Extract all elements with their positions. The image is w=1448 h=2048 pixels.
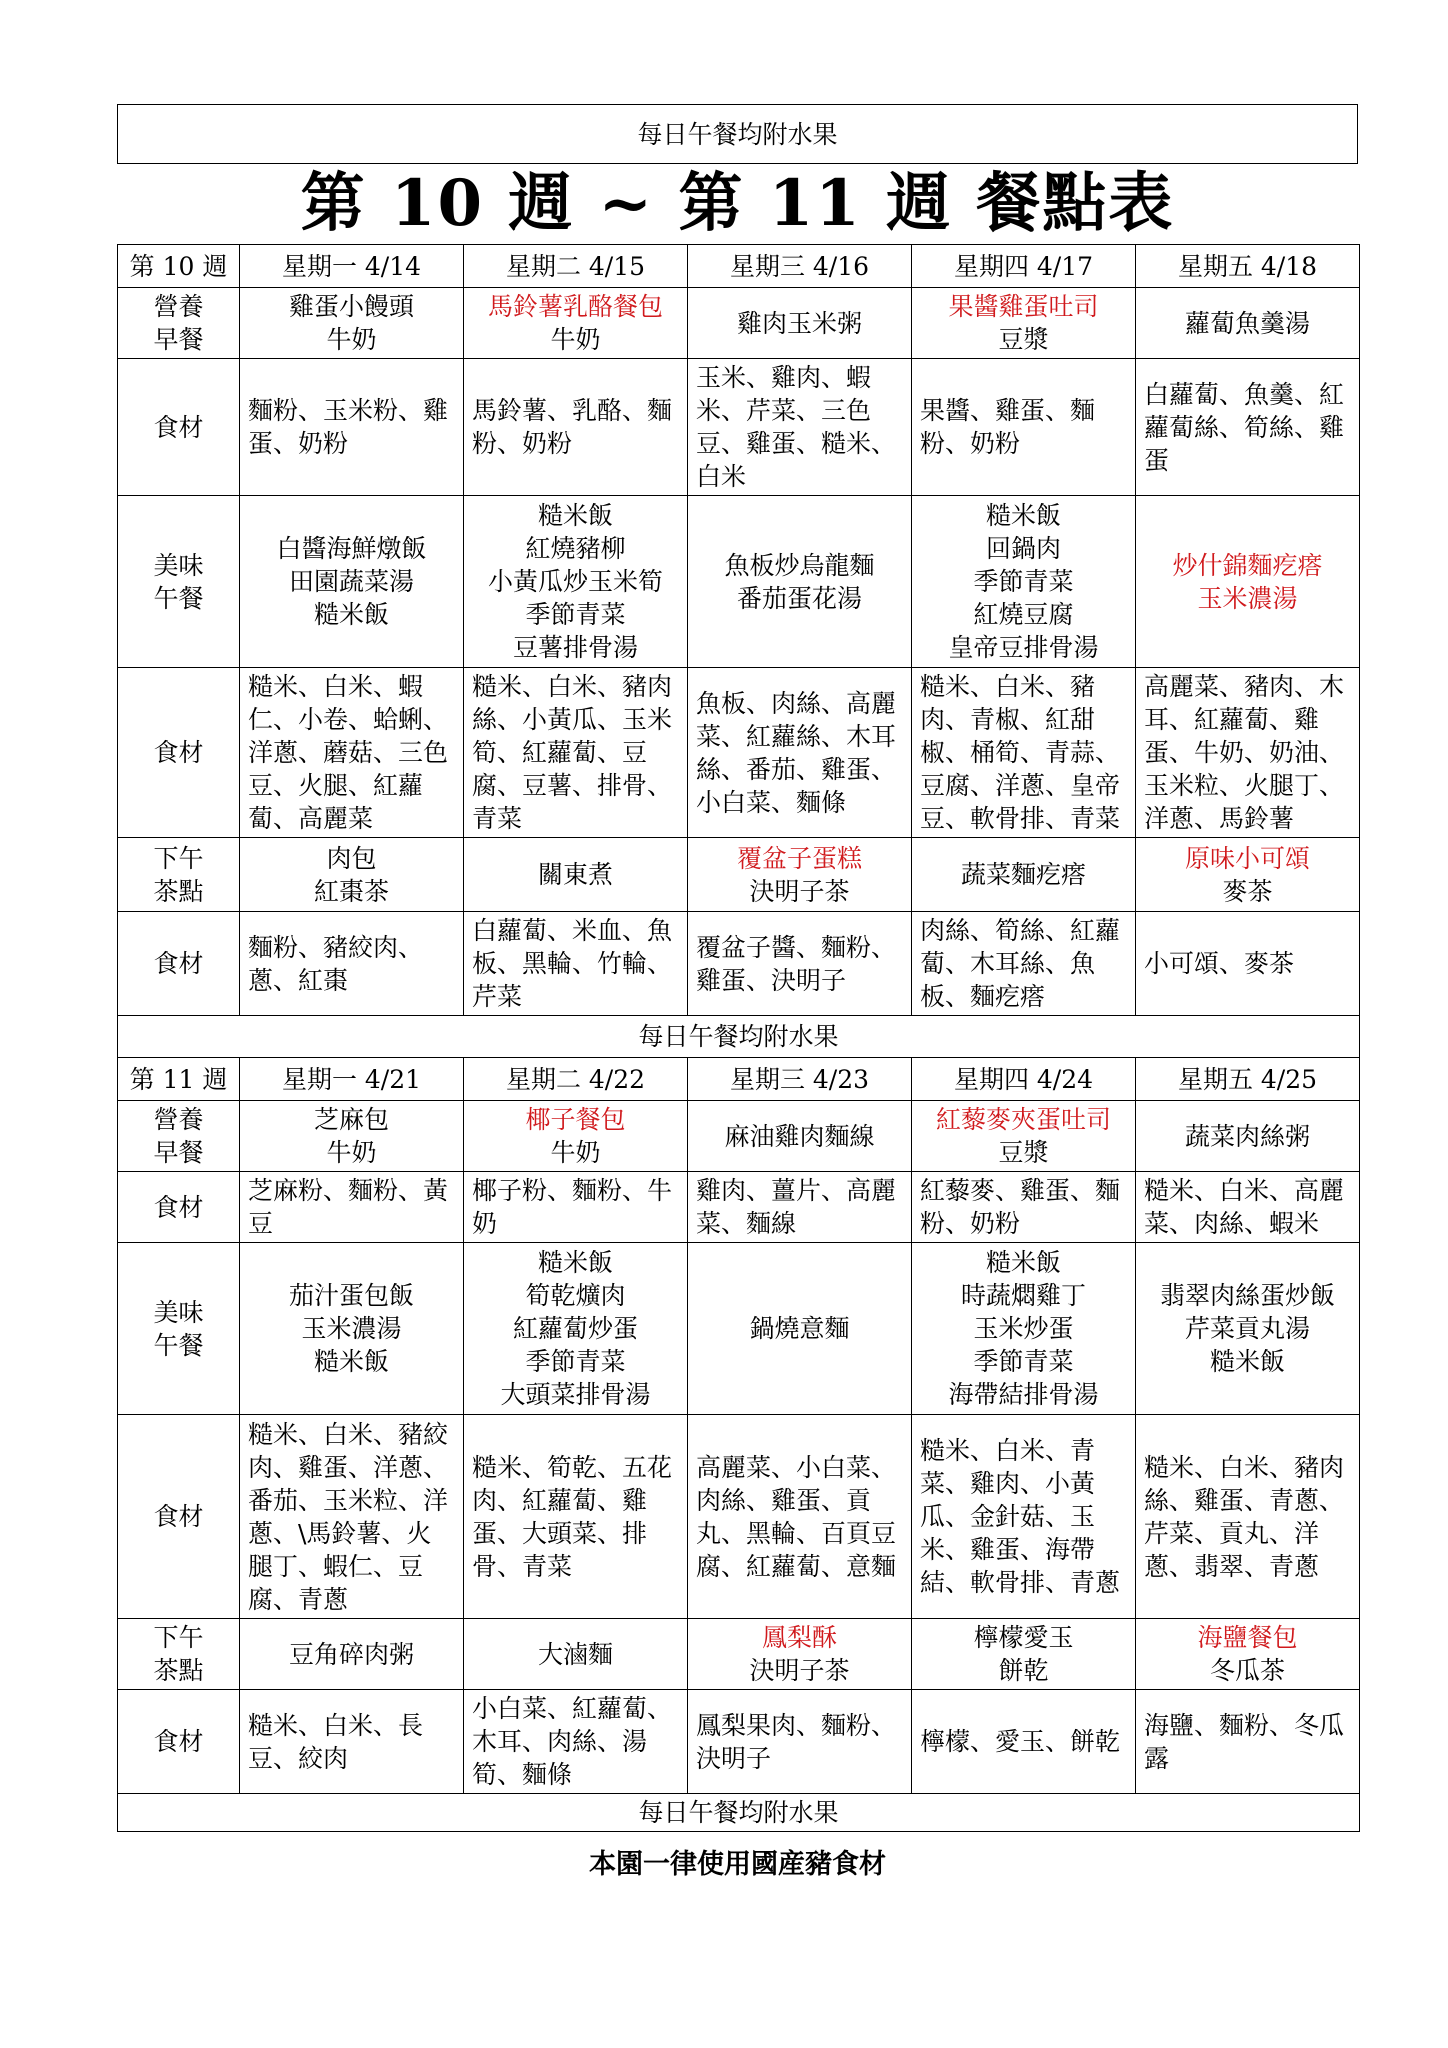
day-header: 星期二 4/22 — [464, 1058, 688, 1101]
dish-cell — [912, 1101, 1136, 1172]
dish-cell — [464, 496, 688, 668]
lunch-ingredients-row-label: 食材 — [118, 1415, 240, 1619]
dish-name: 糙米飯 — [537, 1248, 613, 1277]
dish-name: 決明子茶 — [749, 876, 850, 906]
dish-name: 餅乾 — [998, 1656, 1049, 1685]
snack-row — [118, 1619, 1360, 1690]
dish-name: 覆盆子蛋糕 — [736, 843, 862, 873]
ingredient-cell: 椰子粉、麵粉、牛奶 — [464, 1172, 688, 1243]
dish-name: 豆角碎肉粥 — [288, 1639, 414, 1669]
dish-name: 蔬菜肉絲粥 — [1184, 1121, 1310, 1151]
dish-name: 紅蘿蔔炒蛋 — [512, 1314, 638, 1343]
ingredient-cell: 糙米、白米、長豆、絞肉 — [240, 1690, 464, 1794]
ingredient-cell: 糙米、白米、豬絞肉、雞蛋、洋蔥、番茄、玉米粒、洋蔥、\馬鈴薯、火腿丁、蝦仁、豆腐、青蔥 — [240, 1415, 464, 1619]
day-header: 星期三 4/23 — [688, 1058, 912, 1101]
ingredient-cell: 糙米、筍乾、五花肉、紅蘿蔔、雞蛋、大頭菜、排骨、青菜 — [464, 1415, 688, 1619]
dish-cell — [1136, 838, 1360, 912]
ingredient-cell: 芝麻粉、麵粉、黃豆 — [240, 1172, 464, 1243]
breakfast-row — [118, 288, 1360, 359]
dish-name: 豆薯排骨湯 — [512, 633, 638, 662]
dish-cell — [464, 838, 688, 912]
dish-name: 糙米飯 — [1209, 1347, 1285, 1376]
dish-name: 白醬海鮮燉飯 — [276, 534, 427, 563]
dish-name: 茄汁蛋包飯 — [288, 1281, 414, 1310]
lunch-ingredients-row — [118, 668, 1360, 838]
dish-cell — [688, 1619, 912, 1690]
dish-name: 芹菜貢丸湯 — [1184, 1314, 1310, 1343]
breakfast-row — [118, 1101, 1360, 1172]
dish-name: 筍乾爌肉 — [525, 1281, 626, 1310]
menu-page — [117, 104, 1358, 1881]
week-label: 第 10 週 — [118, 245, 240, 288]
lunch-row — [118, 496, 1360, 668]
ingredient-cell: 魚板、肉絲、高麗菜、紅蘿絲、木耳絲、番茄、雞蛋、小白菜、麵條 — [688, 668, 912, 838]
dish-cell — [912, 288, 1136, 359]
snack-ingredients-row-label: 食材 — [118, 1690, 240, 1794]
dish-name: 海帶結排骨湯 — [948, 1380, 1099, 1409]
dish-name: 馬鈴薯乳酪餐包 — [487, 292, 663, 321]
footer-note: 本園一律使用國産豬食材 — [589, 1849, 886, 1880]
dish-name: 冬瓜茶 — [1209, 1656, 1285, 1685]
day-header: 星期五 4/25 — [1136, 1058, 1360, 1101]
dish-name: 玉米濃湯 — [1197, 583, 1298, 613]
dish-cell — [240, 838, 464, 912]
dish-name: 牛奶 — [326, 325, 377, 354]
dish-name: 季節青菜 — [525, 600, 626, 629]
dish-name: 紅棗茶 — [313, 876, 389, 906]
snack-row-label: 下午 茶點 — [118, 1619, 240, 1690]
dish-name: 大頭菜排骨湯 — [500, 1380, 651, 1409]
dish-name: 椰子餐包 — [525, 1105, 626, 1134]
top-note: 每日午餐均附水果 — [117, 104, 1358, 164]
dish-name: 季節青菜 — [973, 567, 1074, 596]
lunch-ingredients-row-label: 食材 — [118, 668, 240, 838]
breakfast-row-label: 營養 早餐 — [118, 1101, 240, 1172]
dish-name: 牛奶 — [550, 1138, 601, 1167]
ingredient-cell: 高麗菜、小白菜、肉絲、雞蛋、貢丸、黑輪、百頁豆腐、紅蘿蔔、意麵 — [688, 1415, 912, 1619]
ingredient-cell: 肉絲、筍絲、紅蘿蔔、木耳絲、魚板、麵疙瘩 — [912, 912, 1136, 1016]
dish-name: 蘿蔔魚羹湯 — [1184, 308, 1310, 338]
dish-name: 麥茶 — [1222, 876, 1273, 906]
dish-name: 鍋燒意麵 — [749, 1314, 850, 1343]
dish-name: 紅燒豆腐 — [973, 600, 1074, 629]
fruit-note-row — [118, 1794, 1360, 1832]
ingredient-cell: 紅藜麥、雞蛋、麵粉、奶粉 — [912, 1172, 1136, 1243]
dish-name: 牛奶 — [550, 325, 601, 354]
dish-cell — [688, 1243, 912, 1415]
dish-name: 雞肉玉米粥 — [736, 308, 862, 338]
day-header: 星期四 4/17 — [912, 245, 1136, 288]
fruit-note: 每日午餐均附水果 — [118, 1016, 1360, 1058]
dish-name: 牛奶 — [326, 1138, 377, 1167]
dish-name: 果醬雞蛋吐司 — [948, 292, 1099, 321]
dish-name: 魚板炒烏龍麵 — [724, 550, 875, 580]
dish-name: 回鍋肉 — [985, 534, 1061, 563]
dish-cell — [240, 1101, 464, 1172]
dish-cell — [464, 1619, 688, 1690]
ingredient-cell: 小白菜、紅蘿蔔、木耳、肉絲、湯筍、麵條 — [464, 1690, 688, 1794]
dish-cell — [464, 1101, 688, 1172]
dish-name: 糙米飯 — [537, 501, 613, 530]
dish-cell — [240, 288, 464, 359]
dish-name: 大滷麵 — [537, 1639, 613, 1669]
snack-row-label: 下午 茶點 — [118, 838, 240, 912]
dish-cell — [912, 1619, 1136, 1690]
day-header: 星期五 4/18 — [1136, 245, 1360, 288]
dish-cell — [240, 496, 464, 668]
dish-cell — [688, 288, 912, 359]
dish-name: 番茄蛋花湯 — [736, 583, 862, 613]
dish-name: 時蔬燜雞丁 — [960, 1281, 1086, 1310]
dish-name: 原味小可頌 — [1184, 843, 1310, 873]
dish-name: 檸檬愛玉 — [973, 1623, 1074, 1652]
day-header: 星期四 4/24 — [912, 1058, 1136, 1101]
dish-name: 季節青菜 — [525, 1347, 626, 1376]
dish-name: 海鹽餐包 — [1197, 1623, 1298, 1652]
dish-name: 糙米飯 — [985, 501, 1061, 530]
ingredient-cell: 玉米、雞肉、蝦米、芹菜、三色豆、雞蛋、糙米、白米 — [688, 359, 912, 496]
dish-cell — [464, 1243, 688, 1415]
ingredient-cell: 鳳梨果肉、麵粉、決明子 — [688, 1690, 912, 1794]
dish-name: 肉包 — [326, 843, 377, 873]
ingredient-cell: 果醬、雞蛋、麵粉、奶粉 — [912, 359, 1136, 496]
dish-name: 決明子茶 — [749, 1656, 850, 1685]
ingredient-cell: 覆盆子醬、麵粉、雞蛋、決明子 — [688, 912, 912, 1016]
dish-cell — [464, 288, 688, 359]
week-header-row — [118, 1058, 1360, 1101]
snack-ingredients-row — [118, 1690, 1360, 1794]
dish-name: 紅燒豬柳 — [525, 534, 626, 563]
dish-cell — [688, 838, 912, 912]
ingredient-cell: 糙米、白米、青菜、雞肉、小黃瓜、金針菇、玉米、雞蛋、海帶結、軟骨排、青蔥 — [912, 1415, 1136, 1619]
dish-name: 糙米飯 — [313, 600, 389, 629]
ingredient-cell: 白蘿蔔、魚羹、紅蘿蔔絲、筍絲、雞蛋 — [1136, 359, 1360, 496]
day-header: 星期二 4/15 — [464, 245, 688, 288]
dish-name: 玉米炒蛋 — [973, 1314, 1074, 1343]
dish-cell — [912, 838, 1136, 912]
ingredient-cell: 馬鈴薯、乳酪、麵粉、奶粉 — [464, 359, 688, 496]
dish-name: 糙米飯 — [313, 1347, 389, 1376]
ingredient-cell: 海鹽、麵粉、冬瓜露 — [1136, 1690, 1360, 1794]
ingredient-cell: 麵粉、玉米粉、雞蛋、奶粉 — [240, 359, 464, 496]
dish-cell — [240, 1619, 464, 1690]
lunch-row — [118, 1243, 1360, 1415]
ingredient-cell: 雞肉、薑片、高麗菜、麵線 — [688, 1172, 912, 1243]
dish-name: 糙米飯 — [985, 1248, 1061, 1277]
dish-name: 豆漿 — [998, 1138, 1049, 1167]
dish-cell — [1136, 288, 1360, 359]
dish-name: 蔬菜麵疙瘩 — [960, 860, 1086, 889]
lunch-row-label: 美味 午餐 — [118, 1243, 240, 1415]
dish-name: 豆漿 — [998, 325, 1049, 354]
lunch-ingredients-row — [118, 1415, 1360, 1619]
dish-name: 紅藜麥夾蛋吐司 — [935, 1105, 1111, 1134]
ingredient-cell: 糙米、白米、豬肉、青椒、紅甜椒、桶筍、青蒜、豆腐、洋蔥、皇帝豆、軟骨排、青菜 — [912, 668, 1136, 838]
ingredient-cell: 糙米、白米、高麗菜、肉絲、蝦米 — [1136, 1172, 1360, 1243]
ingredient-cell: 糙米、白米、豬肉絲、雞蛋、青蔥、芹菜、貢丸、洋蔥、翡翠、青蔥 — [1136, 1415, 1360, 1619]
ingredient-cell: 糙米、白米、豬肉絲、小黃瓜、玉米筍、紅蘿蔔、豆腐、豆薯、排骨、青菜 — [464, 668, 688, 838]
ingredient-cell: 麵粉、豬絞肉、蔥、紅棗 — [240, 912, 464, 1016]
dish-name: 季節青菜 — [973, 1347, 1074, 1376]
dish-name: 鳳梨酥 — [761, 1623, 837, 1652]
lunch-row-label: 美味 午餐 — [118, 496, 240, 668]
dish-cell — [1136, 1101, 1360, 1172]
dish-name: 小黃瓜炒玉米筍 — [487, 567, 663, 596]
dish-cell — [688, 1101, 912, 1172]
page-title: 第 10 週 ~ 第 11 週 餐點表 — [300, 166, 1175, 241]
breakfast-ingredients-row — [118, 1172, 1360, 1243]
snack-ingredients-row — [118, 912, 1360, 1016]
ingredient-cell: 白蘿蔔、米血、魚板、黑輪、竹輪、芹菜 — [464, 912, 688, 1016]
dish-name: 玉米濃湯 — [301, 1314, 402, 1343]
dish-cell — [1136, 1243, 1360, 1415]
dish-name: 雞蛋小饅頭 — [288, 292, 414, 321]
breakfast-ingredients-row-label: 食材 — [118, 359, 240, 496]
menu-table — [117, 244, 1360, 1832]
week-label: 第 11 週 — [118, 1058, 240, 1101]
dish-name: 芝麻包 — [313, 1105, 389, 1134]
dish-name: 關東煮 — [537, 860, 613, 889]
day-header: 星期一 4/14 — [240, 245, 464, 288]
day-header: 星期一 4/21 — [240, 1058, 464, 1101]
dish-cell — [912, 1243, 1136, 1415]
dish-name: 翡翠肉絲蛋炒飯 — [1159, 1281, 1335, 1310]
dish-cell — [1136, 496, 1360, 668]
dish-cell — [688, 496, 912, 668]
ingredient-cell: 糙米、白米、蝦仁、小卷、蛤蜊、洋蔥、蘑菇、三色豆、火腿、紅蘿蔔、高麗菜 — [240, 668, 464, 838]
dish-cell — [1136, 1619, 1360, 1690]
dish-name: 炒什錦麵疙瘩 — [1172, 550, 1323, 580]
week-header-row — [118, 245, 1360, 288]
ingredient-cell: 檸檬、愛玉、餅乾 — [912, 1690, 1136, 1794]
dish-cell — [912, 496, 1136, 668]
fruit-note-row — [118, 1016, 1360, 1058]
snack-row — [118, 838, 1360, 912]
ingredient-cell: 高麗菜、豬肉、木耳、紅蘿蔔、雞蛋、牛奶、奶油、玉米粒、火腿丁、洋蔥、馬鈴薯 — [1136, 668, 1360, 838]
dish-name: 麻油雞肉麵線 — [724, 1121, 875, 1151]
breakfast-row-label: 營養 早餐 — [118, 288, 240, 359]
dish-name: 皇帝豆排骨湯 — [948, 633, 1099, 662]
snack-ingredients-row-label: 食材 — [118, 912, 240, 1016]
ingredient-cell: 小可頌、麥茶 — [1136, 912, 1360, 1016]
day-header: 星期三 4/16 — [688, 245, 912, 288]
fruit-note: 每日午餐均附水果 — [118, 1794, 1360, 1832]
breakfast-ingredients-row — [118, 359, 1360, 496]
breakfast-ingredients-row-label: 食材 — [118, 1172, 240, 1243]
dish-cell — [240, 1243, 464, 1415]
dish-name: 田園蔬菜湯 — [288, 567, 414, 596]
